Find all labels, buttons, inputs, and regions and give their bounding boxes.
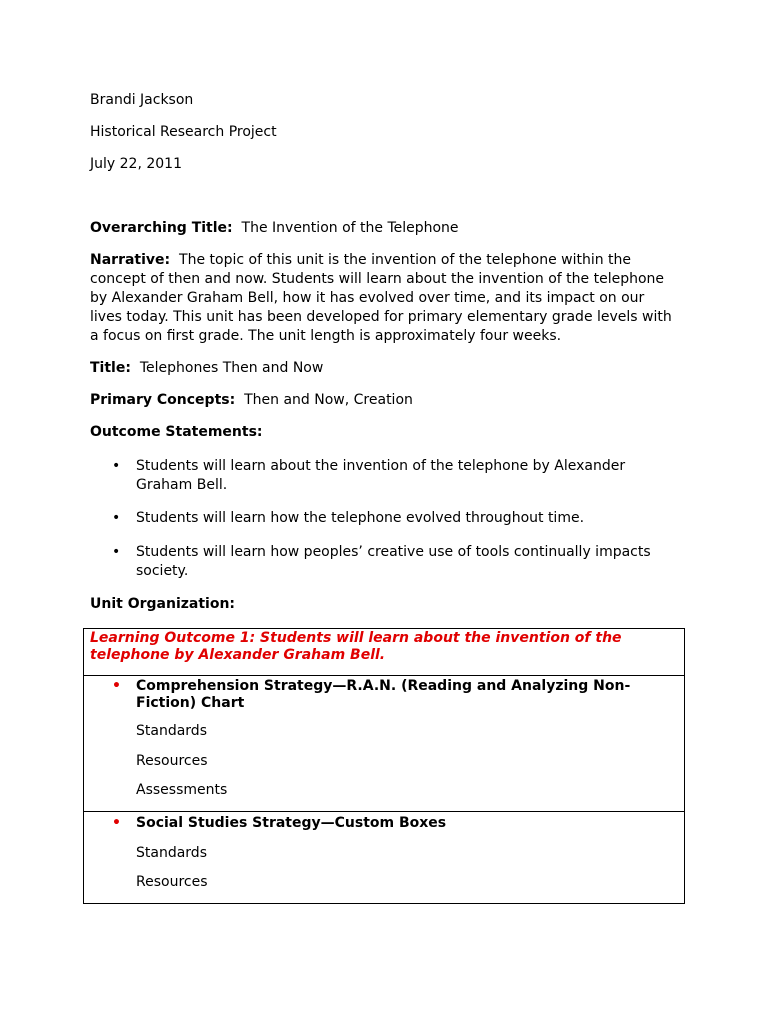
strategy-item: Resources <box>136 874 208 890</box>
primary-concepts-value: Then and Now, Creation <box>244 392 413 408</box>
learning-outcome-heading: Learning Outcome 1: Students will learn about the invention of the telephone by Alexander Graham Bell. <box>90 630 622 663</box>
author-name: Brandi Jackson <box>90 92 194 108</box>
strategy-item: Assessments <box>136 782 228 798</box>
narrative-text: The topic of this unit is the invention of the telephone within the concept of then and now. Students will learn about the invention of the telephone by Alexander Graham Bell, how it has evolved over time, and its impact on our lives today. This unit has been developed for primary elementary grade levels with a focus on first grade. The unit length is approximately four weeks. <box>90 252 672 344</box>
primary-concepts <box>90 391 413 410</box>
strategy-item: Standards <box>136 845 207 861</box>
primary-concepts-label: Primary Concepts: <box>90 392 236 408</box>
narrative-label: Narrative: <box>90 252 171 268</box>
outcome-statement-item <box>90 457 680 495</box>
unit-title <box>90 359 323 378</box>
bullet-icon: • <box>112 458 121 474</box>
unit-title-label: Title: <box>90 360 131 376</box>
outcome-statements-heading: Outcome Statements: <box>90 424 263 440</box>
strategy-title: Social Studies Strategy—Custom Boxes <box>136 815 447 831</box>
unit-organization-table <box>83 628 685 904</box>
table-row <box>84 812 684 903</box>
overarching-title-label: Overarching Title: <box>90 220 233 236</box>
overarching-title-value: The Invention of the Telephone <box>241 220 459 236</box>
outcome-statement-text: Students will learn how the telephone evolved throughout time. <box>136 510 585 526</box>
bullet-icon: • <box>112 510 121 526</box>
outcome-statement-item <box>90 509 680 528</box>
outcome-statement-text: Students will learn about the invention of the telephone by Alexander Graham Bell. <box>136 458 626 493</box>
unit-organization-heading: Unit Organization: <box>90 596 236 612</box>
table-row <box>84 629 684 676</box>
strategy-item: Resources <box>136 753 208 769</box>
strategy-item: Standards <box>136 723 207 739</box>
bullet-icon: • <box>112 815 121 831</box>
project-name: Historical Research Project <box>90 124 277 140</box>
unit-title-value: Telephones Then and Now <box>139 360 324 376</box>
overarching-title <box>90 219 459 238</box>
bullet-icon: • <box>112 544 121 560</box>
table-row <box>84 676 684 812</box>
outcome-statement-text: Students will learn how peoples’ creative use of tools continually impacts society. <box>136 544 651 579</box>
bullet-icon: • <box>112 678 121 694</box>
strategy-title: Comprehension Strategy—R.A.N. (Reading and Analyzing Non-Fiction) Chart <box>136 678 631 711</box>
narrative-paragraph <box>90 251 680 346</box>
outcome-statement-item <box>90 543 680 581</box>
document-date: July 22, 2011 <box>90 156 182 172</box>
